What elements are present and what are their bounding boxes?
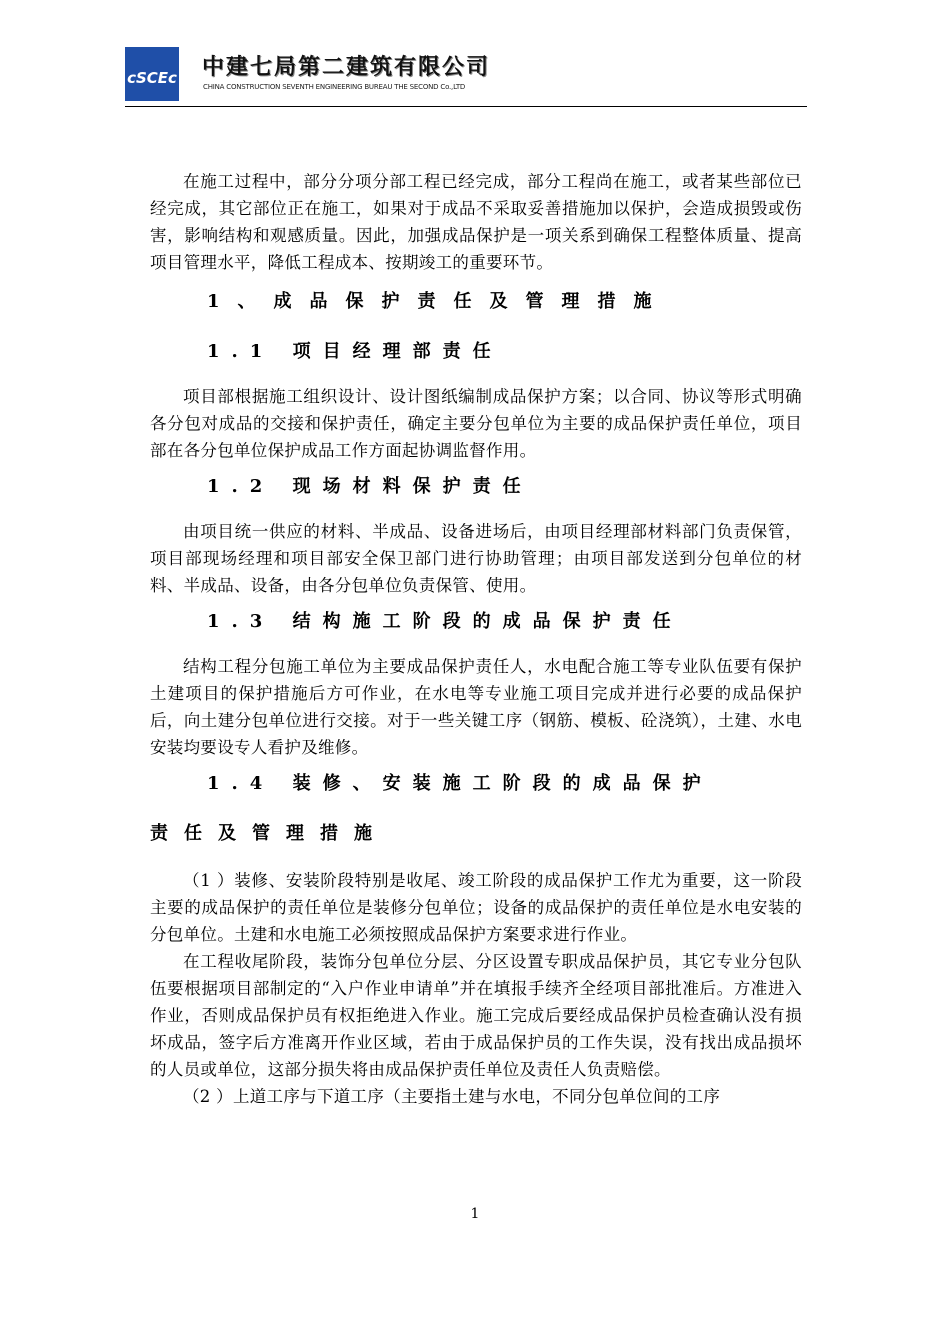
section-1-2-paragraph: 由项目统一供应的材料、半成品、设备进场后，由项目经理部材料部门负责保管，项目部现场经理和项目部安全保卫部门进行协助管理；由项目部发送到分包单位的材料、半成品、设备，由各分包单位负责保管、使用。 [150,522,802,595]
section-1-2-heading: 1.2 现场材料保护责任 [207,476,533,497]
header-divider [125,106,807,107]
document-body [150,168,802,1110]
section-1-4-paragraph-1: （1 ）装修、安装阶段特别是收尾、竣工阶段的成品保护工作尤为重要，这一阶段主要的成品保护的责任单位是装修分包单位；设备的成品保护的责任单位是水电安装的分包单位。土建和水电施工必须按照成品保护方案要求进行作业。 [150,871,802,944]
section-1-4-heading-continued: 责任及管理措施 [150,823,388,844]
company-name-en: CHINA CONSTRUCTION SEVENTH ENGINEERING BUREAU THE SECOND Co.,LTD [203,83,466,91]
section-1-3-heading: 1.3 结构施工阶段的成品保护责任 [207,611,683,632]
company-name-cn: 中建七局第二建筑有限公司 [202,55,491,80]
logo-text: cSCEc [127,69,177,87]
page-number: 1 [470,1206,480,1222]
section-1-1-paragraph: 项目部根据施工组织设计、设计图纸编制成品保护方案；以合同、协议等形式明确各分包对成品的交接和保护责任，确定主要分包单位为主要的成品保护责任单位，项目部在各分包单位保护成品工作方面起协调监督作用。 [150,387,802,460]
section-1-1-heading: 1.1 项目经理部责任 [207,341,503,362]
section-1-4-paragraph-2: 在工程收尾阶段，装饰分包单位分层、分区设置专职成品保护员，其它专业分包队伍要根据项目部制定的“入户作业申请单”并在填报手续齐全经项目部批准后。方准进入作业，否则成品保护员有权拒绝进入作业。施工完成后要经成品保护员检查确认没有损坏成品，签字后方准离开作业区域，若由于成品保护员的工作失误，没有找出成品损坏的人员或单位，这部分损失将由成品保护责任单位及责任人负责赔偿。 [150,952,802,1079]
page-header [125,44,807,108]
section-1-heading: 1、成品保护责任及管理措施 [207,291,670,312]
intro-paragraph: 在施工过程中，部分分项分部工程已经完成，部分工程尚在施工，或者某些部位已经完成，其它部位正在施工，如果对于成品不采取妥善措施加以保护，会造成损毁或伤害，影响结构和观感质量。因此，加强成品保护是一项关系到确保工程整体质量、提高项目管理水平，降低工程成本、按期竣工的重要环节。 [150,172,802,272]
company-logo-icon [125,47,179,101]
section-1-3-paragraph: 结构工程分包施工单位为主要成品保护责任人，水电配合施工等专业队伍要有保护土建项目的保护措施后方可作业，在水电等专业施工项目完成并进行必要的成品保护后，向土建分包单位进行交接。对于一些关键工序（钢筋、模板、砼浇筑），土建、水电安装均要设专人看护及维修。 [150,657,802,757]
section-1-4-paragraph-3: （2 ）上道工序与下道工序（主要指土建与水电，不同分包单位间的工序 [183,1087,721,1106]
section-1-4-heading: 1.4 装修、安装施工阶段的成品保护 [207,773,713,794]
